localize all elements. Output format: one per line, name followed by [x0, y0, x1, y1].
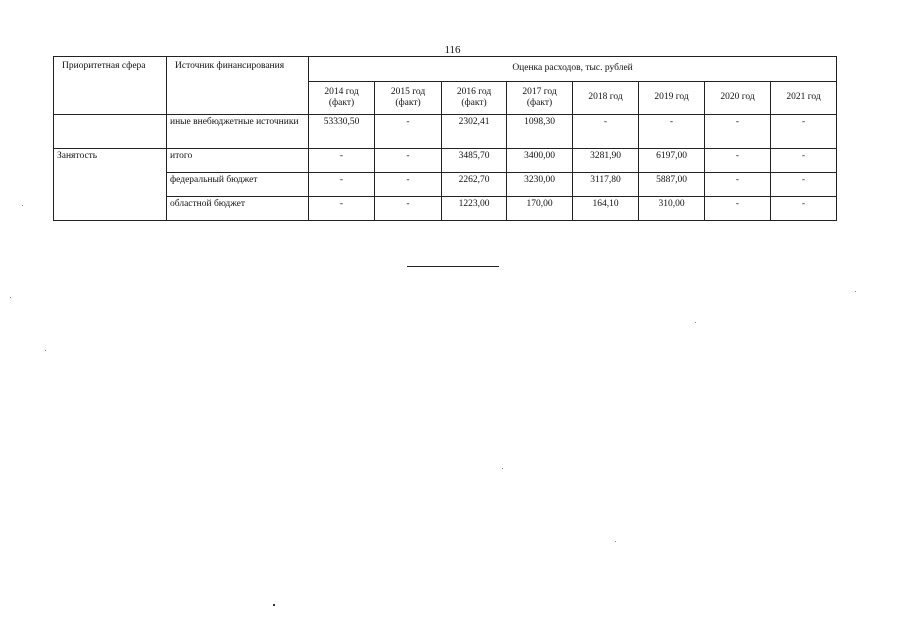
value-cell: 310,00 — [639, 197, 705, 221]
value-cell: 170,00 — [507, 197, 573, 221]
value-cell: - — [309, 149, 375, 173]
table-row — [54, 197, 837, 221]
value-cell: 6197,00 — [639, 149, 705, 173]
value-cell: 5887,00 — [639, 173, 705, 197]
header-expenditure-estimate: Оценка расходов, тыс. рублей — [309, 57, 837, 82]
header-year: 2018 год — [573, 82, 639, 115]
header-year: 2019 год — [639, 82, 705, 115]
value-cell: 164,10 — [573, 197, 639, 221]
value-cell: - — [309, 173, 375, 197]
value-cell: 2262,70 — [442, 173, 507, 197]
sphere-cell — [54, 115, 167, 149]
value-cell: 3400,00 — [507, 149, 573, 173]
value-cell: 1223,00 — [442, 197, 507, 221]
value-cell: 3485,70 — [442, 149, 507, 173]
value-cell: - — [771, 197, 837, 221]
scan-speck — [273, 604, 275, 606]
value-cell: - — [375, 173, 442, 197]
sphere-cell: Занятость — [54, 149, 167, 221]
scan-speck — [45, 350, 46, 351]
header-priority-sphere: Приоритетная сфера — [54, 57, 167, 115]
header-year: 2015 год (факт) — [375, 82, 442, 115]
header-funding-source: Источник финансирования — [167, 57, 309, 115]
value-cell: - — [705, 115, 771, 149]
source-cell: итого — [167, 149, 309, 173]
value-cell: 2302,41 — [442, 115, 507, 149]
end-rule — [407, 266, 499, 267]
scan-speck — [502, 468, 503, 469]
value-cell: - — [375, 149, 442, 173]
header-year: 2021 год — [771, 82, 837, 115]
value-cell: - — [771, 173, 837, 197]
scan-speck — [695, 322, 696, 323]
value-cell: - — [375, 115, 442, 149]
scan-speck — [10, 297, 11, 298]
value-cell: 3230,00 — [507, 173, 573, 197]
value-cell: - — [771, 115, 837, 149]
header-year: 2017 год (факт) — [507, 82, 573, 115]
source-cell: областной бюджет — [167, 197, 309, 221]
value-cell: 3281,90 — [573, 149, 639, 173]
header-year: 2014 год (факт) — [309, 82, 375, 115]
value-cell: - — [573, 115, 639, 149]
page-number: 116 — [444, 44, 461, 56]
value-cell: 3117,80 — [573, 173, 639, 197]
table-row — [54, 115, 837, 149]
value-cell: - — [705, 197, 771, 221]
expenditure-table — [53, 56, 837, 221]
value-cell: - — [771, 149, 837, 173]
table-row — [54, 149, 837, 173]
header-year: 2020 год — [705, 82, 771, 115]
value-cell: - — [375, 197, 442, 221]
value-cell: 53330,50 — [309, 115, 375, 149]
value-cell: - — [705, 149, 771, 173]
value-cell: - — [639, 115, 705, 149]
scan-speck — [855, 291, 856, 292]
value-cell: - — [705, 173, 771, 197]
value-cell: 1098,30 — [507, 115, 573, 149]
header-year: 2016 год (факт) — [442, 82, 507, 115]
source-cell: иные внебюджетные источники — [167, 115, 309, 149]
value-cell: - — [309, 197, 375, 221]
scan-speck — [22, 205, 23, 206]
scan-speck — [615, 541, 616, 542]
source-cell: федеральный бюджет — [167, 173, 309, 197]
table-row — [54, 173, 837, 197]
